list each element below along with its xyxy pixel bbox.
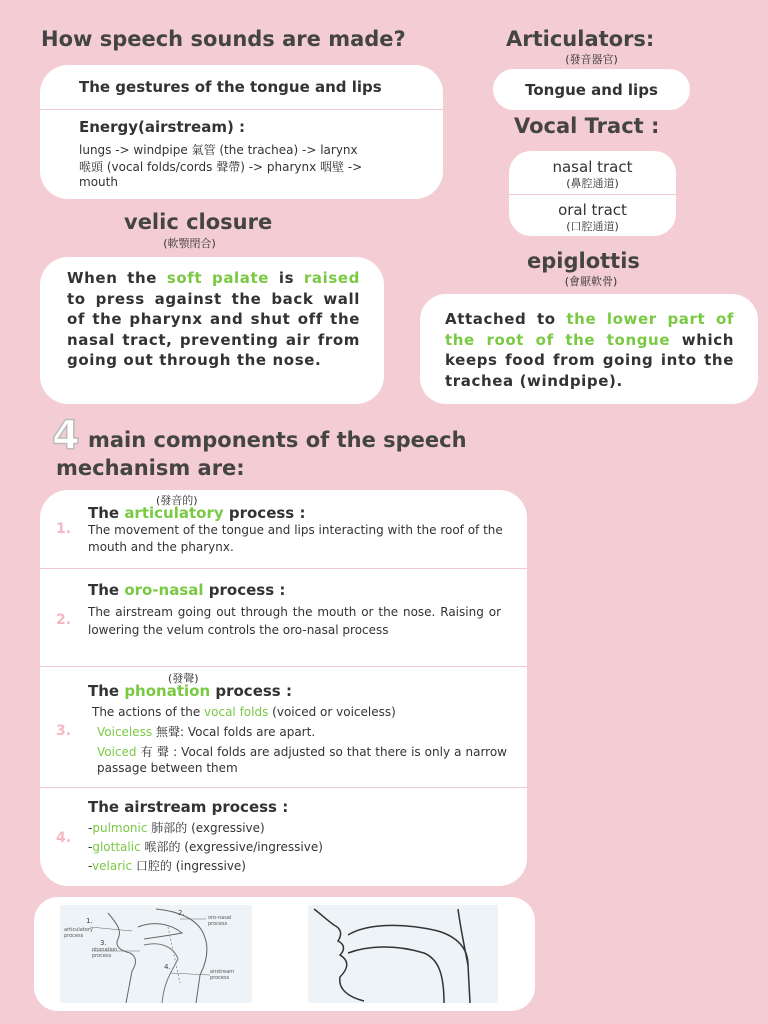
- item-3-line-1c: (voiced or voiceless): [268, 705, 396, 719]
- item-3-line-3b: 有 聲 : Vocal folds are adjusted so that there is only a narrow passage between them: [97, 745, 507, 775]
- oral-tract-cn: (口腔通道): [566, 220, 619, 233]
- figure-label-1-text: articulatory process: [64, 927, 93, 939]
- item-4-row-2a: -: [88, 840, 93, 854]
- divider: [40, 787, 527, 788]
- item-1-title: [88, 504, 305, 522]
- big-number-four: 4: [52, 413, 80, 459]
- vocal-tract-title: Vocal Tract :: [514, 114, 660, 138]
- item-4-title: The airstream process :: [88, 798, 289, 816]
- velic-highlight-soft-palate: soft palate: [166, 269, 270, 287]
- velic-text: [67, 268, 360, 371]
- item-4-row-3c: 口腔的 (ingressive): [132, 859, 246, 873]
- item-4-row-2c: 喉部的 (exgressive/ingressive): [140, 840, 323, 854]
- figure-card: [34, 897, 535, 1011]
- item-3-line-2b: 無聲: Vocal folds are apart.: [152, 725, 316, 739]
- item-4-row-1a: -: [88, 821, 93, 835]
- oral-cavity-diagram: [308, 905, 498, 1003]
- velic-title: velic closure: [124, 210, 273, 234]
- figure-label-2-text: oro-nasal process: [208, 915, 232, 927]
- articulators-value: Tongue and lips: [525, 81, 658, 99]
- item-3-cn: (發聲): [168, 672, 199, 685]
- epiglottis-text-1: Attached to: [445, 310, 567, 328]
- articulators-pill: [493, 69, 690, 110]
- nasal-tract-cn: (鼻腔通道): [566, 177, 619, 190]
- item-3-line-3: [97, 744, 507, 776]
- item-3-vocal-folds: vocal folds: [204, 705, 269, 719]
- figure-label-3-text: phonation process: [92, 947, 118, 959]
- item-3-voiceless: Voiceless: [97, 725, 153, 739]
- energy-title: Energy(airstream) :: [79, 118, 246, 136]
- item-4-row-3: [88, 858, 246, 875]
- item-3-title-pre: The: [88, 682, 125, 700]
- velic-highlight-raised: raised: [303, 269, 361, 287]
- item-2-text: The airstream going out through the mouth or the nose. Raising or lowering the velum controls the oro-nasal process: [88, 605, 501, 637]
- components-heading-line-2: mechanism are:: [56, 456, 245, 480]
- item-4-number: 4.: [56, 830, 72, 846]
- components-heading-line-1: main components of the speech: [88, 428, 467, 452]
- gestures-text: The gestures of the tongue and lips: [79, 78, 382, 96]
- energy-line-2: 喉頭 (vocal folds/cords 聲帶) -> pharynx 咽壁 ->: [79, 160, 363, 174]
- item-3-line-1a: The actions of the: [92, 705, 205, 719]
- item-3-line-2: [97, 724, 315, 741]
- velic-text-3: is: [269, 269, 304, 287]
- item-2-title-pre: The: [88, 581, 125, 599]
- figure-label-1: 1.: [86, 917, 93, 925]
- item-3-title: [88, 682, 292, 700]
- item-2-title: [88, 581, 285, 599]
- figure-label-3: 3.: [100, 939, 107, 947]
- item-3-highlight: phonation: [124, 682, 211, 700]
- item-4-glottalic: glottalic: [92, 840, 141, 854]
- item-1-number: 1.: [56, 521, 72, 537]
- mouth-profile-sketch: [308, 905, 498, 1003]
- item-3-voiced: Voiced: [97, 745, 137, 759]
- velic-text-1: When the: [67, 269, 167, 287]
- vocal-tract-card: [509, 151, 676, 236]
- divider: [40, 568, 527, 569]
- epiglottis-text-3: which keeps food from going into the trachea (windpipe).: [445, 330, 735, 390]
- item-3-title-post: process :: [210, 682, 292, 700]
- oral-tract-label: oral tract: [558, 201, 627, 219]
- velic-card: [40, 257, 384, 404]
- nasal-tract-label: nasal tract: [552, 158, 633, 176]
- item-4-velaric: velaric: [92, 859, 133, 873]
- figure-label-4-text: airstream process: [210, 969, 235, 981]
- epiglottis-highlight: the lower part of the root of the tongue: [445, 310, 734, 349]
- articulators-title: Articulators:: [506, 27, 655, 51]
- how-speech-title: How speech sounds are made?: [41, 27, 406, 51]
- epiglottis-card: [420, 294, 758, 404]
- item-4-row-3a: -: [88, 859, 93, 873]
- item-2-title-post: process :: [203, 581, 286, 599]
- item-1-title-post: process :: [223, 504, 306, 522]
- divider: [40, 109, 443, 110]
- divider: [40, 666, 527, 667]
- item-3-line-1: [92, 704, 396, 721]
- item-4-pulmonic: pulmonic: [92, 821, 148, 835]
- item-2-highlight: oro-nasal: [124, 581, 204, 599]
- epiglottis-cn: (會厭軟骨): [564, 275, 618, 288]
- speech-mechanism-diagram: [60, 905, 252, 1003]
- item-4-row-1: [88, 820, 265, 837]
- epiglottis-title: epiglottis: [527, 249, 640, 273]
- velic-cn: (軟顎閉合): [163, 237, 216, 250]
- velic-text-5: to press against the back wall of the pharynx and shut off the nasal tract, preventing air from going out through the nose.: [67, 289, 360, 369]
- components-card: [40, 490, 527, 886]
- item-1-title-pre: The: [88, 504, 125, 522]
- how-speech-card: [40, 65, 443, 199]
- item-1-highlight: articulatory: [124, 504, 224, 522]
- energy-line-3: mouth: [79, 175, 118, 189]
- figure-label-2: 2.: [178, 909, 185, 917]
- divider: [509, 194, 676, 195]
- item-1-text: The movement of the tongue and lips interacting with the roof of the mouth and the pharynx.: [88, 523, 503, 554]
- epiglottis-text: [445, 309, 734, 391]
- energy-line-1: lungs -> windpipe 氣管 (the trachea) -> larynx: [79, 143, 358, 157]
- item-4-row-2: [88, 839, 323, 856]
- item-4-row-1c: 肺部的 (exgressive): [147, 821, 265, 835]
- figure-label-4: 4.: [164, 963, 171, 971]
- item-1-cn: (發音的): [156, 494, 198, 507]
- articulators-cn: (發音器官): [565, 53, 618, 66]
- item-3-number: 3.: [56, 723, 72, 739]
- item-2-number: 2.: [56, 612, 72, 628]
